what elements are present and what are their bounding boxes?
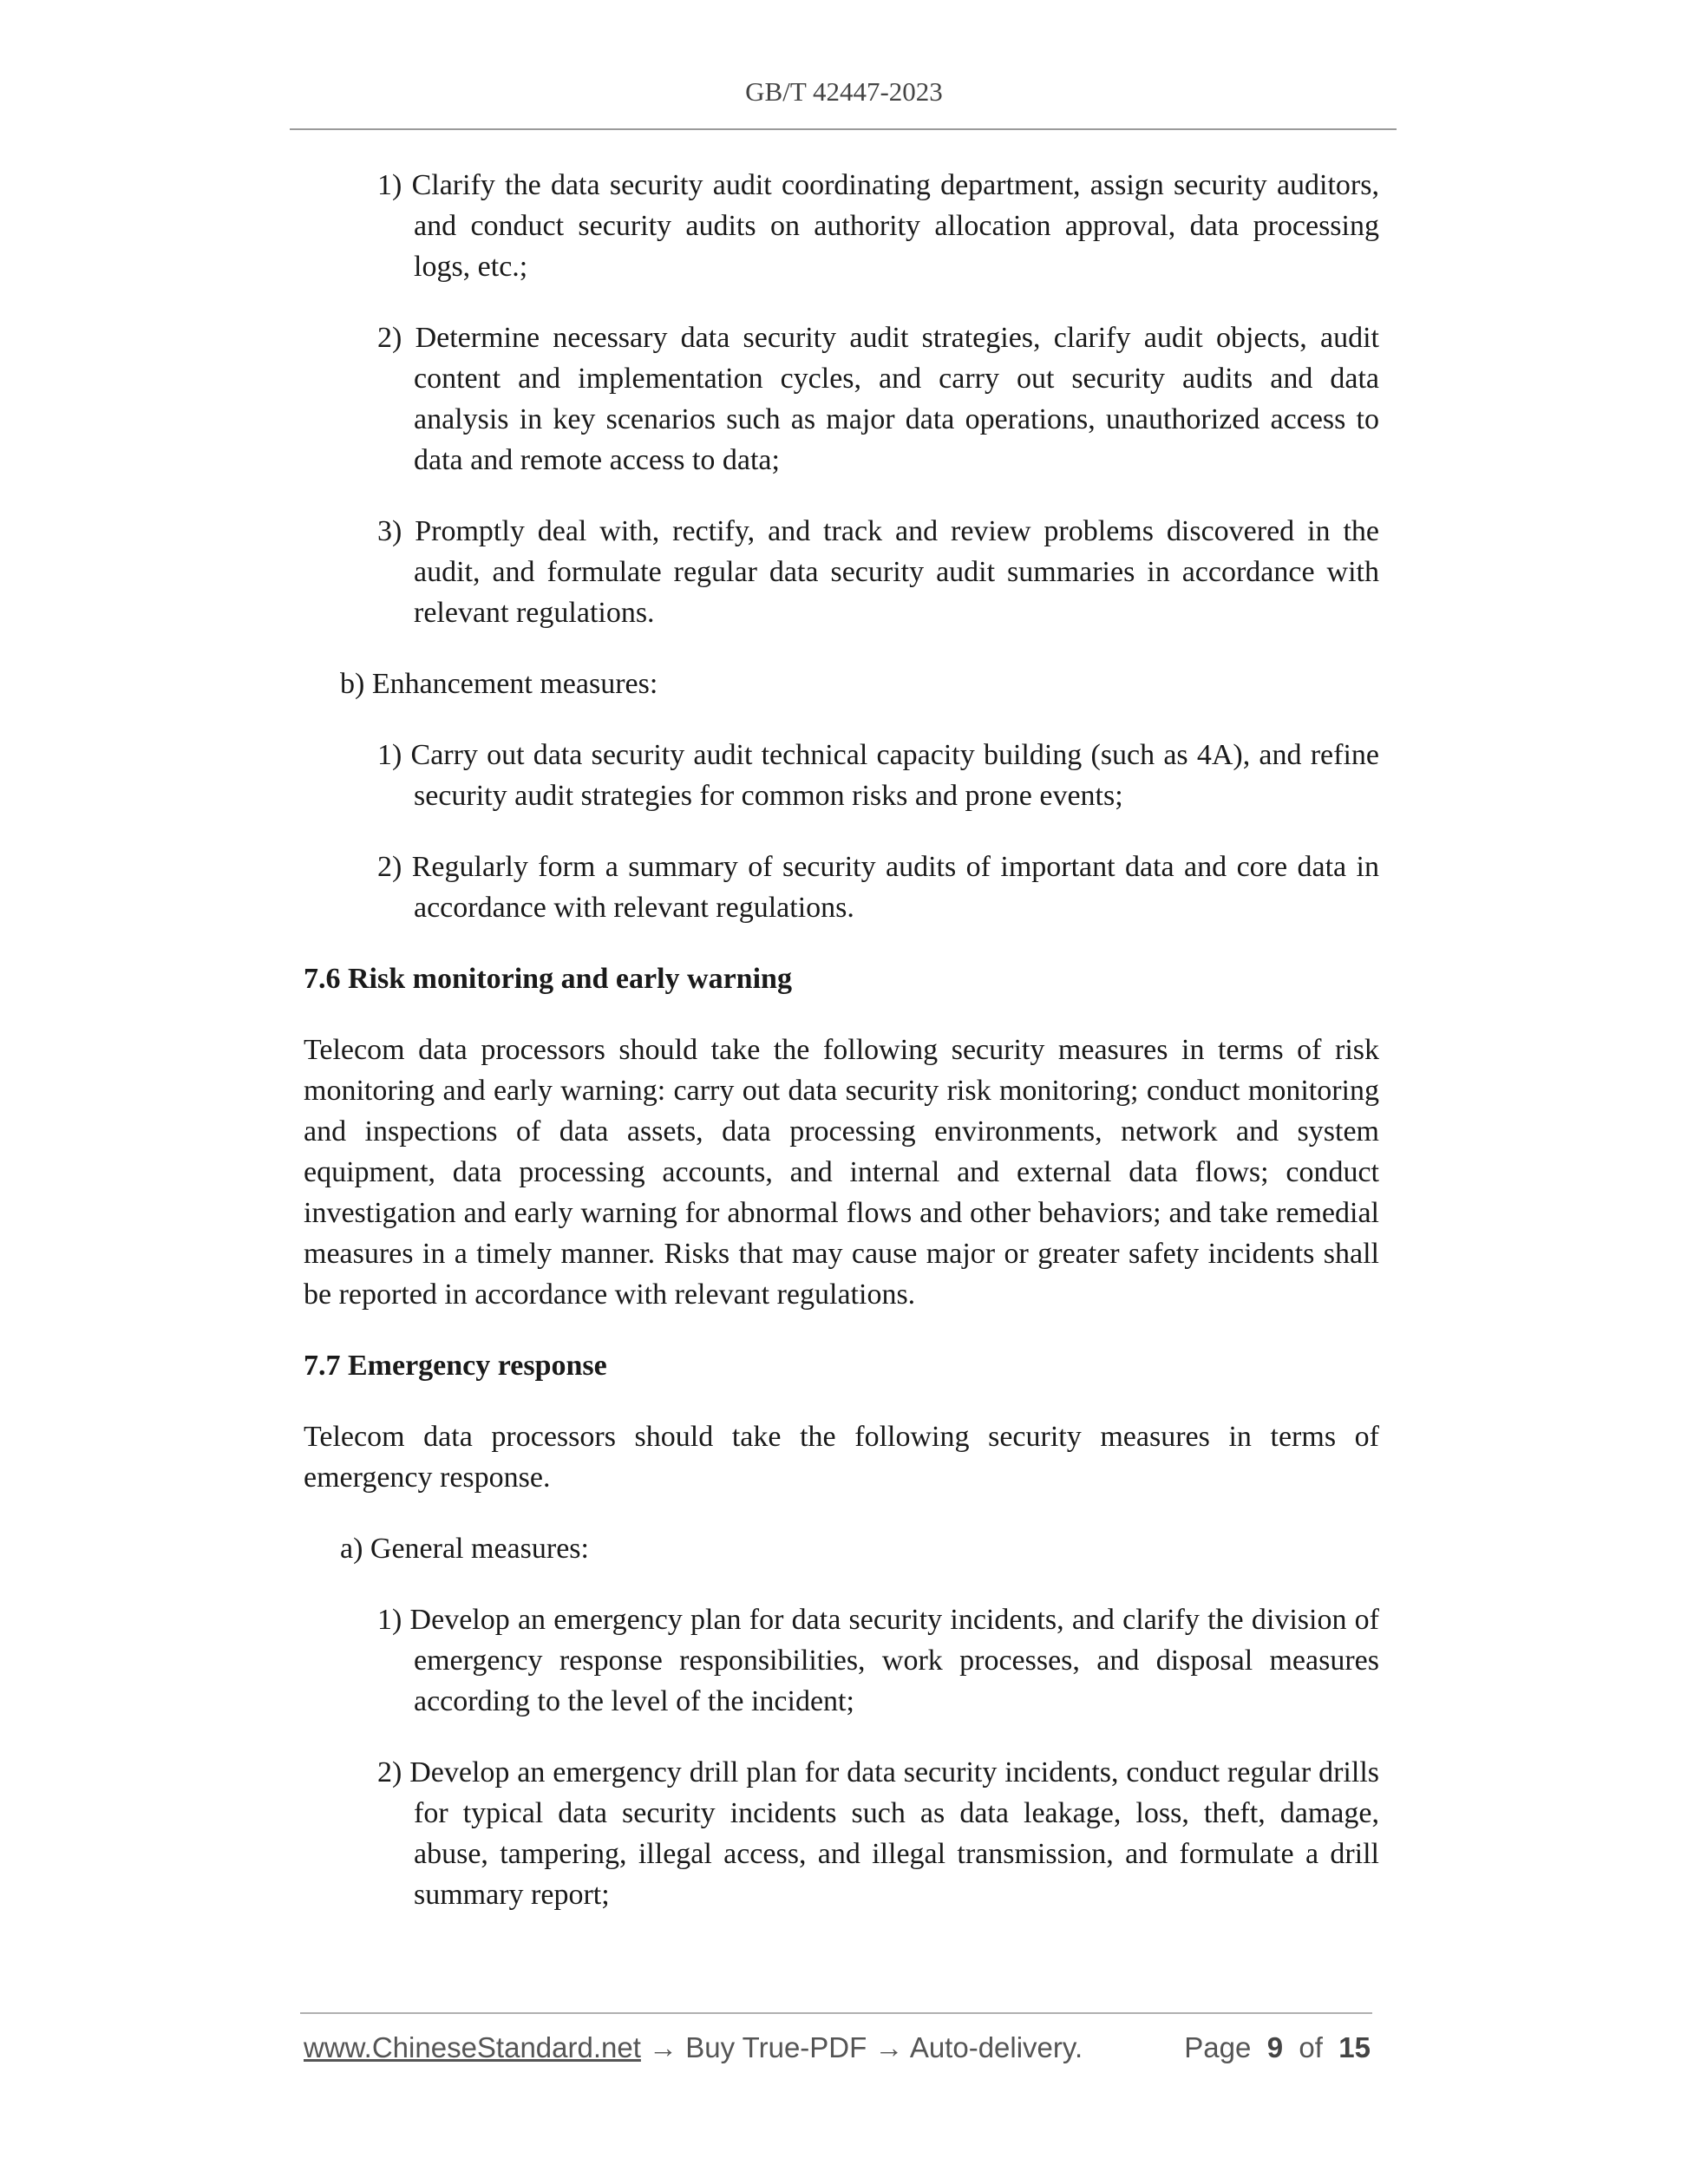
website-link[interactable]: www.ChineseStandard.net: [304, 2031, 641, 2063]
list-item: 1) Carry out data security audit technical capacity building (such as 4A), and refine security audit strategies for common risks and prone events;: [377, 739, 1379, 812]
section-paragraph-7-7: Telecom data processors should take the following security measures in terms of emergency response.: [304, 1421, 1379, 1494]
page-content: [304, 165, 1379, 1945]
header-divider: [290, 128, 1397, 130]
list-item: 1) Clarify the data security audit coordinating department, assign security auditors, and conduct security audits on authority allocation approval, data processing logs, etc.;: [377, 169, 1379, 283]
total-pages: 15: [1338, 2031, 1371, 2063]
page-number: 9: [1266, 2031, 1284, 2063]
list-item: 3) Promptly deal with, rectify, and track and review problems discovered in the audit, and formulate regular data security audit summaries in accordance with relevant regulations.: [377, 515, 1379, 629]
of-label: of: [1299, 2031, 1323, 2063]
section-paragraph-7-6: Telecom data processors should take the following security measures in terms of risk monitoring and early warning: carry out data security risk monitoring; conduct monitoring and inspections of data assets, data processing environments, network and system equipment, data processing accounts, and internal and external data flows; conduct investigation and early warning for abnormal flows and other behaviors; and take remedial measures in a timely manner. Risks that may cause major or greater safety incidents shall be reported in accordance with relevant regulations.: [304, 1034, 1379, 1311]
list-item: 2) Determine necessary data security audit strategies, clarify audit objects, audit content and implementation cycles, and carry out security audits and data analysis in key scenarios such as major data operations, unauthorized access to data and remote access to data;: [377, 322, 1379, 476]
section-heading-7-6: 7.6 Risk monitoring and early warning: [304, 963, 792, 995]
list-item: 2) Develop an emergency drill plan for data security incidents, conduct regular drills for typical data security incidents such as data leakage, loss, theft, damage, abuse, tampering, illegal access, and illegal transmission, and formulate a drill summary report;: [377, 1756, 1379, 1911]
page-indicator: [1184, 2031, 1371, 2064]
footer-divider: [300, 2012, 1372, 2014]
general-measures-label: a) General measures:: [340, 1533, 589, 1565]
section-heading-7-7: 7.7 Emergency response: [304, 1350, 607, 1382]
list-item: 2) Regularly form a summary of security audits of important data and core data in accordance with relevant regulations.: [377, 851, 1379, 924]
document-code-header: GB/T 42447-2023: [745, 76, 943, 107]
enhancement-measures-label: b) Enhancement measures:: [340, 668, 658, 700]
page-label: Page: [1184, 2031, 1252, 2063]
footer-promo: [304, 2031, 1083, 2064]
footer-tagline: → Buy True-PDF → Auto-delivery.: [640, 2031, 1083, 2063]
list-item: 1) Develop an emergency plan for data security incidents, and clarify the division of emergency response responsibilities, work processes, and disposal measures according to the level of the incident;: [377, 1604, 1379, 1717]
